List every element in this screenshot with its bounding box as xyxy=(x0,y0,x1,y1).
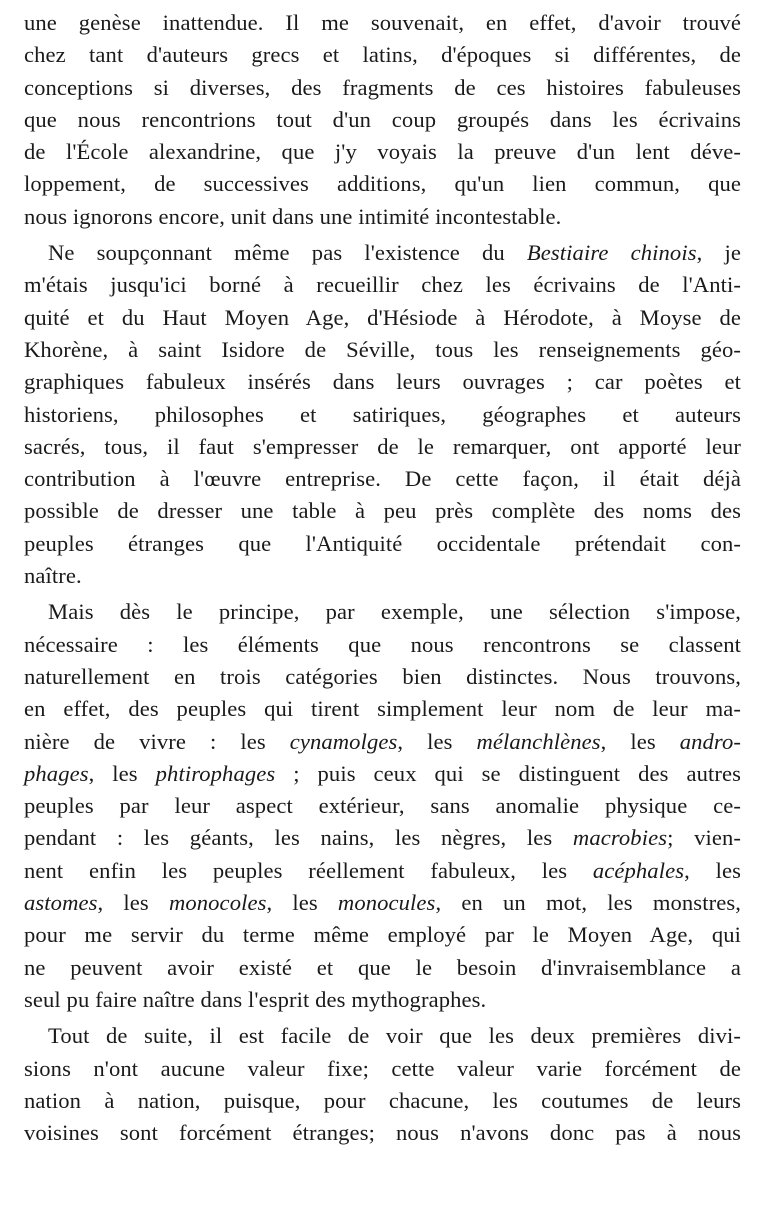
text-segment: , je xyxy=(696,240,741,266)
text-line xyxy=(24,1053,741,1085)
text-line xyxy=(24,237,741,269)
text-segment: en effet, des peuples qui tirent simplement leur nom de leur ma- xyxy=(24,696,741,722)
italic-term: astomes xyxy=(24,890,98,916)
italic-term: acéphales xyxy=(592,857,685,883)
text-line xyxy=(24,693,741,725)
text-segment: naître. xyxy=(24,563,82,589)
text-line xyxy=(24,919,741,951)
text-segment: peuples étranges que l'Antiquité occidentale prétendait con- xyxy=(24,530,741,556)
text-segment: contribution à l'œuvre entreprise. De cette façon, il était déjà xyxy=(24,466,741,492)
italic-term: mélanchlènes xyxy=(476,728,601,754)
text-segment: pendant : les géants, les nains, les nègres, les xyxy=(24,825,573,851)
text-segment: conceptions si diverses, des fragments de ces histoires fabuleuses xyxy=(24,74,741,100)
text-segment: nent enfin les peuples réellement fabuleux, les xyxy=(24,857,593,883)
italic-term: monocules xyxy=(337,890,436,916)
text-segment: naturellement en trois catégories bien distinctes. Nous trouvons, xyxy=(24,663,741,689)
text-segment: , les xyxy=(88,760,156,786)
text-segment: nous ignorons encore, unit dans une intimité incontestable. xyxy=(24,203,562,229)
text-segment: Tout de suite, il est facile de voir que les deux premières divi- xyxy=(48,1023,741,1049)
text-line xyxy=(24,269,741,301)
text-line xyxy=(24,334,741,366)
text-line xyxy=(24,887,741,919)
text-line xyxy=(24,758,741,790)
paragraph xyxy=(24,7,741,233)
text-segment: , en un mot, les monstres, xyxy=(435,890,741,916)
text-line xyxy=(24,495,741,527)
italic-term: monocoles xyxy=(168,890,267,916)
paragraph xyxy=(24,596,741,1016)
text-segment: , les xyxy=(600,728,680,754)
text-line xyxy=(24,855,741,887)
paragraph xyxy=(24,1020,741,1149)
text-segment: nécessaire : les éléments que nous rencontrons se classent xyxy=(24,631,741,657)
text-line xyxy=(24,72,741,104)
text-line xyxy=(24,366,741,398)
text-line xyxy=(24,1085,741,1117)
text-segment: , les xyxy=(266,890,338,916)
text-line xyxy=(24,7,741,39)
text-segment: une genèse inattendue. Il me souvenait, en effet, d'avoir trouvé xyxy=(24,10,741,35)
text-line xyxy=(24,952,741,984)
text-segment: Khorène, à saint Isidore de Séville, tous les renseignements géo- xyxy=(24,336,741,362)
text-segment: ; puis ceux qui se distinguent des autres xyxy=(275,760,741,786)
text-segment: possible de dresser une table à peu près complète des noms des xyxy=(24,498,741,524)
text-line xyxy=(24,629,741,661)
text-line xyxy=(24,596,741,628)
text-segment: , les xyxy=(684,857,741,883)
text-segment: , les xyxy=(97,890,169,916)
text-line xyxy=(24,399,741,431)
text-body xyxy=(24,7,741,1149)
italic-term: phtirophages xyxy=(155,760,276,786)
text-segment: que nous rencontrions tout d'un coup groupés dans les écrivains xyxy=(24,106,741,132)
text-segment: loppement, de successives additions, qu'un lien commun, que xyxy=(24,171,741,197)
text-segment: ne peuvent avoir existé et que le besoin d'invraisemblance a xyxy=(24,954,741,980)
text-line xyxy=(24,431,741,463)
text-line xyxy=(24,790,741,822)
text-line xyxy=(24,560,741,592)
text-line xyxy=(24,822,741,854)
text-line xyxy=(24,984,741,1016)
text-segment: m'étais jusqu'ici borné à recueillir chez les écrivains de l'Anti- xyxy=(24,272,741,298)
text-line xyxy=(24,302,741,334)
italic-term: macrobies xyxy=(572,825,668,851)
text-segment: ; vien- xyxy=(667,825,741,851)
text-line xyxy=(24,661,741,693)
paragraph xyxy=(24,237,741,592)
text-segment: voisines sont forcément étranges; nous n'avons donc pas à nous xyxy=(24,1120,741,1146)
text-segment: Ne soupçonnant même pas l'existence du xyxy=(48,240,527,266)
text-segment: graphiques fabuleux insérés dans leurs ouvrages ; car poètes et xyxy=(24,369,741,395)
text-line xyxy=(24,1020,741,1052)
text-segment: sions n'ont aucune valeur fixe; cette valeur varie forcément de xyxy=(24,1055,741,1081)
italic-term: Bestiaire chinois xyxy=(526,240,697,266)
text-line xyxy=(24,136,741,168)
text-segment: , les xyxy=(397,728,477,754)
text-segment: Mais dès le principe, par exemple, une sélection s'impose, xyxy=(48,599,741,625)
text-line xyxy=(24,104,741,136)
italic-term: cynamolges xyxy=(289,728,398,754)
text-segment: de l'École alexandrine, que j'y voyais la preuve d'un lent déve- xyxy=(24,139,741,165)
text-segment: peuples par leur aspect extérieur, sans anomalie physique ce- xyxy=(24,793,741,819)
italic-term: phages xyxy=(24,760,89,786)
text-segment: sacrés, tous, il faut s'empresser de le remarquer, ont apporté leur xyxy=(24,433,741,459)
text-segment: historiens, philosophes et satiriques, géographes et auteurs xyxy=(24,401,741,427)
text-line xyxy=(24,726,741,758)
text-segment: pour me servir du terme même employé par le Moyen Age, qui xyxy=(24,922,741,948)
text-line xyxy=(24,201,741,233)
text-line xyxy=(24,528,741,560)
text-line xyxy=(24,39,741,71)
text-line xyxy=(24,463,741,495)
text-line xyxy=(24,168,741,200)
italic-term: andro- xyxy=(679,728,741,754)
text-segment: nière de vivre : les xyxy=(24,728,290,754)
text-segment: nation à nation, puisque, pour chacune, les coutumes de leurs xyxy=(24,1087,741,1113)
text-segment: quité et du Haut Moyen Age, d'Hésiode à Hérodote, à Moyse de xyxy=(24,304,741,330)
text-segment: chez tant d'auteurs grecs et latins, d'époques si différentes, de xyxy=(24,42,741,68)
text-segment: seul pu faire naître dans l'esprit des mythographes. xyxy=(24,986,487,1012)
text-line xyxy=(24,1117,741,1149)
